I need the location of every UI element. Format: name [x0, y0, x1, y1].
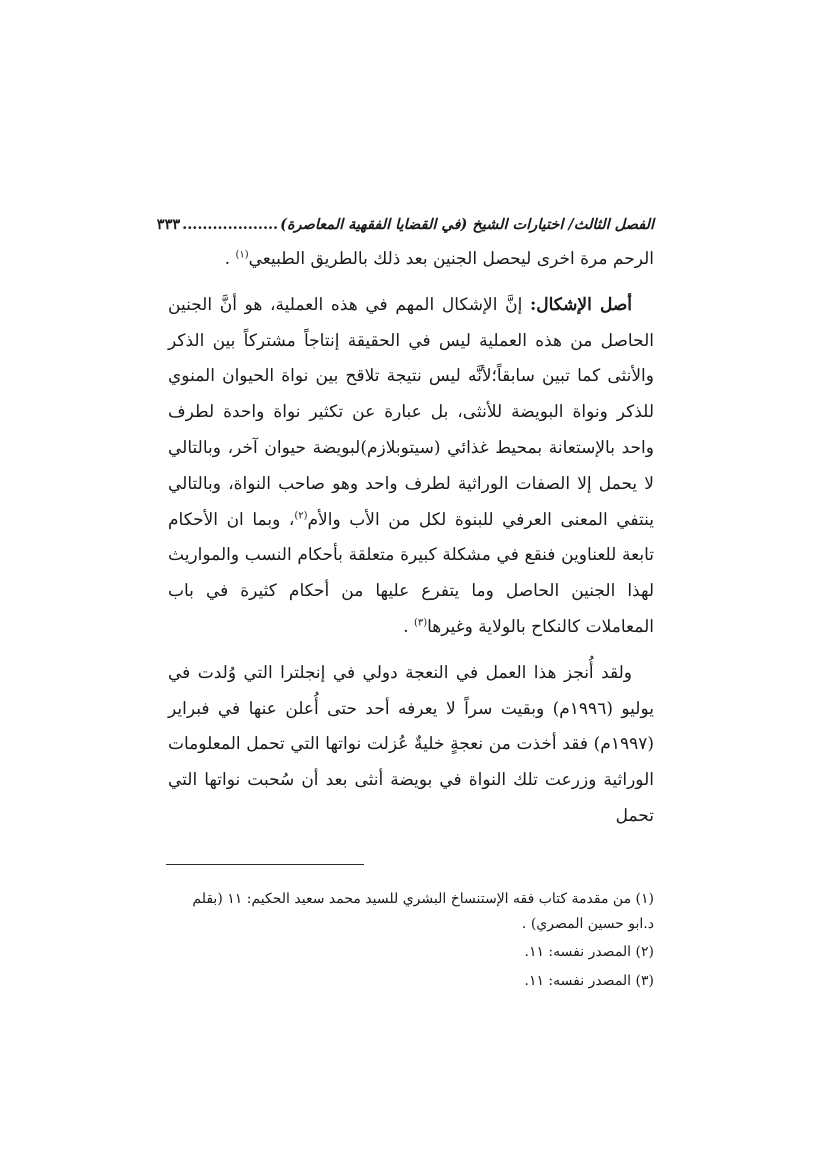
main-text [168, 242, 654, 835]
footnote-separator [166, 864, 364, 865]
term-heading: أصل الإشكال: [529, 294, 633, 315]
page-number: ٣٣٣ [156, 216, 181, 233]
footnote-ref-3[interactable]: (٣) [413, 617, 428, 629]
paragraph-1-end: . [224, 249, 236, 269]
book-page [156, 208, 655, 994]
footnote-ref-1[interactable]: (١) [235, 249, 249, 261]
footnote-text: من مقدمة كتاب فقه الإستنساخ البشري للسيد محمد سعيد الحكيم: ١١ (بقلم د.ابو حسين المصري) . [192, 890, 654, 932]
chapter-title: الفصل الثالث/ اختيارات الشيخ (في القضايا الفقهية المعاصرة) [280, 216, 654, 233]
paragraph-1-text: الرحم مرة اخرى ليحصل الجنين بعد ذلك بالطريق الطبيعي [248, 249, 654, 269]
paragraph-2-text-a: إنَّ الإشكال المهم في هذه العملية، هو أنَّ الجنين الحاصل من هذه العملية ليس في الحقيقة إنتاجاً مشتركاً بين الذكر والأنثى كما تبين سابقاً؛لأنَّه ليس نتيجة تلاقح بين نواة الحيوان المنوي للذكر ونواة البويضة للأنثى، بل عبارة عن تكثير نواة واحدة لطرف واحد بالإستعانة بمحيط غذائي (سيتوبلازم)لبويضة حيوان آخر، وبالتالي لا يحمل إلا الصفات الوراثية لطرف واحد وهو صاحب النواة، وبالتالي ينتفي المعنى العرفي للبنوة لكل من الأب والأم [168, 294, 655, 530]
footnote-text: المصدر نفسه: ١١. [524, 944, 636, 961]
footnote-ref-2[interactable]: (٢) [294, 509, 308, 521]
footnote-1 [168, 887, 654, 937]
footnote-text: المصدر نفسه: ١١. [524, 973, 636, 990]
footnote-number: (٢) [635, 944, 654, 961]
dot-leader: ................... [182, 216, 279, 233]
paragraph-1 [168, 242, 654, 278]
footnote-number: (١) [635, 890, 654, 907]
paragraph-2 [168, 288, 654, 646]
paragraph-2-text-b: ، وبما ان الأحكام تابعة للعناوين فنقع في مشكلة كبيرة متعلقة بأحكام النسب والمواريث لهذا الجنين الحاصل وما يتفرع عليها من أحكام كثيرة في باب المعاملات كالنكاح بالولاية وغيرها [168, 509, 654, 637]
footnote-number: (٣) [635, 973, 654, 990]
footnote-3 [168, 969, 654, 994]
paragraph-2-end: . [403, 616, 414, 637]
running-header [156, 208, 654, 242]
footnotes [168, 887, 654, 994]
paragraph-3-text: ولقد أُنجز هذا العمل في النعجة دولي في إنجلترا التي وُلدت في يوليو (١٩٩٦م) وبقيت سراً لا يعرفه أحد حتى أُعلن عنها في فبراير (١٩٩٧م) فقد أخذت من نعجةٍ خليةٌ عُزلت نواتها التي تحمل المعلومات الوراثية وزرعت تلك النواة في بويضة أنثى بعد أن سُحبت نواتها التي تحمل [168, 662, 654, 826]
paragraph-3 [168, 656, 654, 835]
footnote-2 [168, 940, 654, 965]
